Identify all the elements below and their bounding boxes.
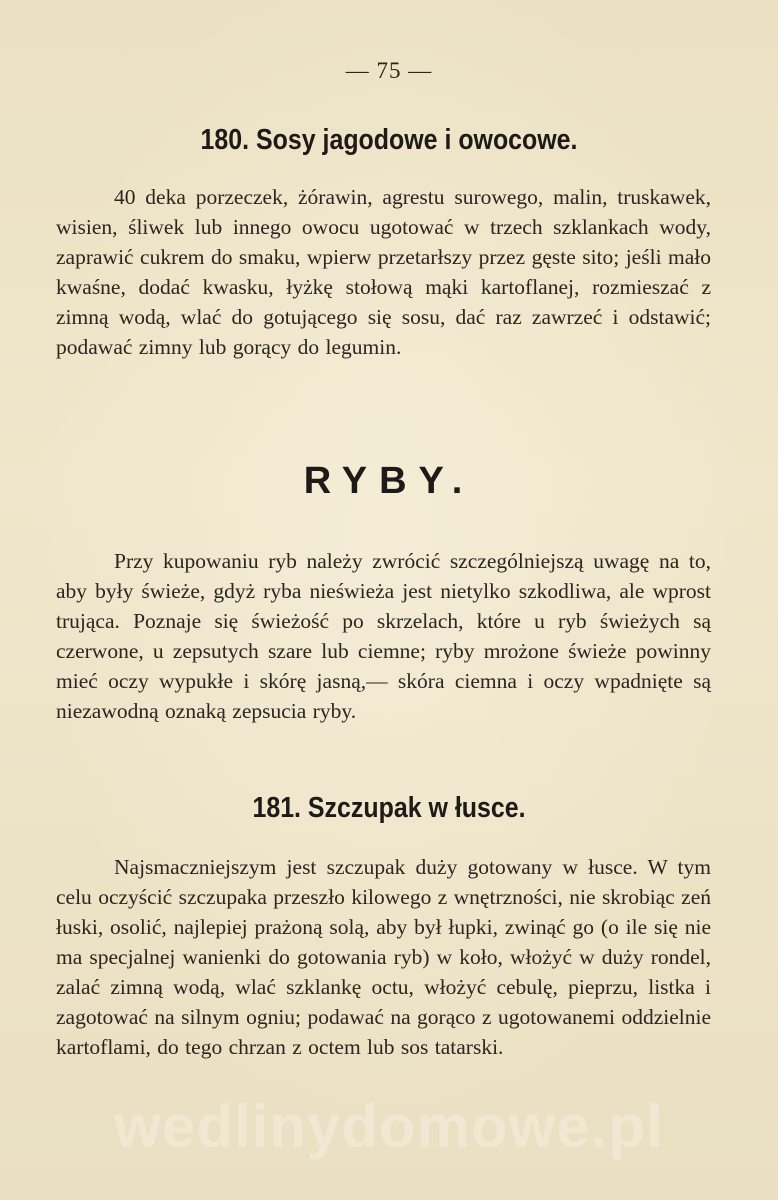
recipe-180-heading: 180. Sosy jagodowe i owocowe.	[200, 124, 578, 156]
recipe-181-heading: 181. Szczupak w łusce.	[252, 792, 526, 824]
page-number: — 75 —	[345, 58, 433, 83]
recipe-180-body: 40 deka porzeczek, żórawin, agrestu surowego, malin, truskawek, wisien, śliwek lub innego owocu ugotować w trzech szklankach wody, zaprawić cukrem do smaku, wpierw przetarłszy przez gęste sito; jeśli mało kwaśne, dodać kwasku, łyżkę stołową mąki kartoflanej, rozmieszać z zimną wodą, wlać do gotującego się sosu, dać raz zawrzeć i odstawić; podawać zimny lub gorący do legumin.	[56, 185, 711, 359]
section-title-ryby: RYBY.	[303, 460, 475, 502]
section-intro: Przy kupowaniu ryb należy zwrócić szczególniejszą uwagę na to, aby były świeże, gdyż ryba nieświeża jest nietylko szkodliwa, ale wprost trująca. Poznaje się świeżość po skrzelach, które u ryb świeżych są czerwone, u zepsutych szare lub ciemne; ryby mrożone świeże powinny mieć oczy wypukłe i skórę jasną,— skóra ciemna i oczy wpadnięte są niezawodną oznaką zepsucia ryby.	[56, 549, 711, 723]
recipe-181-body: Najsmaczniejszym jest szczupak duży gotowany w łusce. W tym celu oczyścić szczupaka przeszło kilowego z wnętrzności, nie skrobiąc zeń łuski, osolić, najlepiej prażoną solą, aby był łupki, zwinąć go (o ile się nie ma specjalnej wanienki do gotowania ryb) w koło, włożyć w duży rondel, zalać zimną wodą, wlać szklankę octu, włożyć cebulę, pieprzu, listka i zagotować na silnym ogniu; podawać na gorąco z ugotowanemi oddzielnie kartoflami, do tego chrzan z octem lub sos tatarski.	[56, 855, 711, 1059]
watermark: wedlinydomowe.pl	[114, 1093, 664, 1160]
